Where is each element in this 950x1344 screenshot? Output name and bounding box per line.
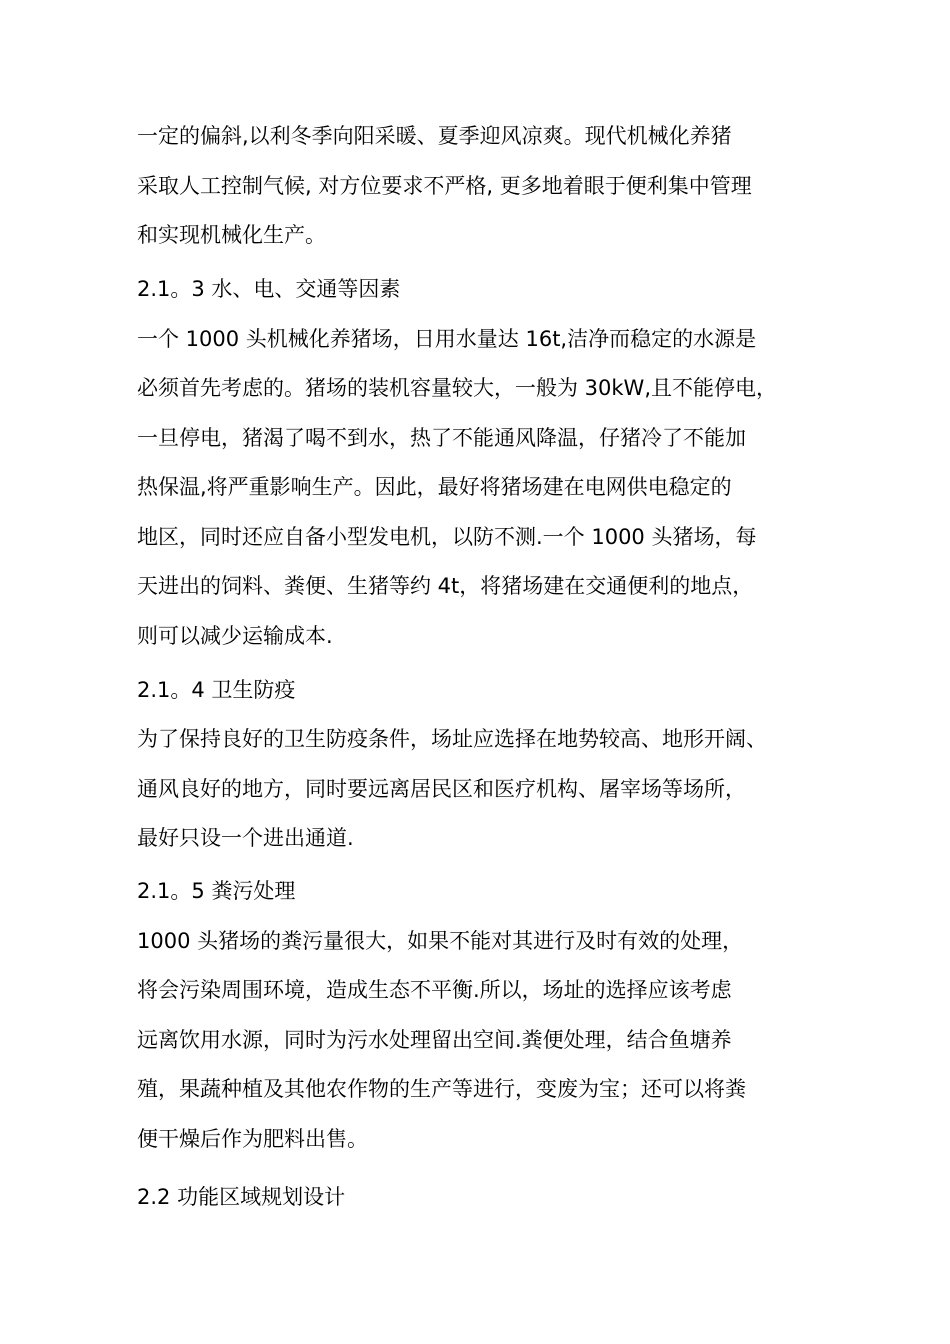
text-line: 最好只设一个进出通道. [137,826,354,850]
text-line: 地区，同时还应自备小型发电机，以防不测.一个 1000 头猪场，每 [137,525,757,549]
text-line: 和实现机械化生产。 [137,223,326,247]
text-line: 必须首先考虑的。猪场的装机容量较大，一般为 30kW,且不能停电， [137,376,777,400]
text-line: 采取人工控制气候, 对方位要求不严格, 更多地着眼于便利集中管理 [137,174,752,198]
text-line: 将会污染周围环境，造成生态不平衡.所以，场址的选择应该考虑 [137,978,732,1002]
text-line: 热保温,将严重影响生产。因此，最好将猪场建在电网供电稳定的 [137,475,732,499]
text-line: 远离饮用水源，同时为污水处理留出空间.粪便处理，结合鱼塘养 [137,1028,732,1052]
text-line: 殖，果蔬种植及其他农作物的生产等进行，变废为宝；还可以将粪 [137,1077,746,1101]
text-line: 1000 头猪场的粪污量很大，如果不能对其进行及时有效的处理， [137,929,744,953]
text-line: 便干燥后作为肥料出售。 [137,1127,368,1151]
section-heading: 2.2 功能区域规划设计 [137,1185,346,1209]
text-line: 一旦停电，猪渴了喝不到水，热了不能通风降温，仔猪冷了不能加 [137,426,746,450]
text-line: 为了保持良好的卫生防疫条件，场址应选择在地势较高、地形开阔、 [137,727,767,751]
section-heading: 2.1。5 粪污处理 [137,879,296,903]
text-line: 一个 1000 头机械化养猪场，日用水量达 16t,洁净而稳定的水源是 [137,327,757,351]
text-line: 则可以减少运输成本. [137,624,333,648]
text-line: 天进出的饲料、粪便、生猪等约 4t，将猪场建在交通便利的地点， [137,574,754,598]
text-line: 一定的偏斜,以利冬季向阳采暖、夏季迎风凉爽。现代机械化养猪 [137,124,732,148]
section-heading: 2.1。4 卫生防疫 [137,678,296,702]
section-heading: 2.1。3 水、电、交通等因素 [137,277,401,301]
text-line: 通风良好的地方，同时要远离居民区和医疗机构、屠宰场等场所， [137,777,746,801]
